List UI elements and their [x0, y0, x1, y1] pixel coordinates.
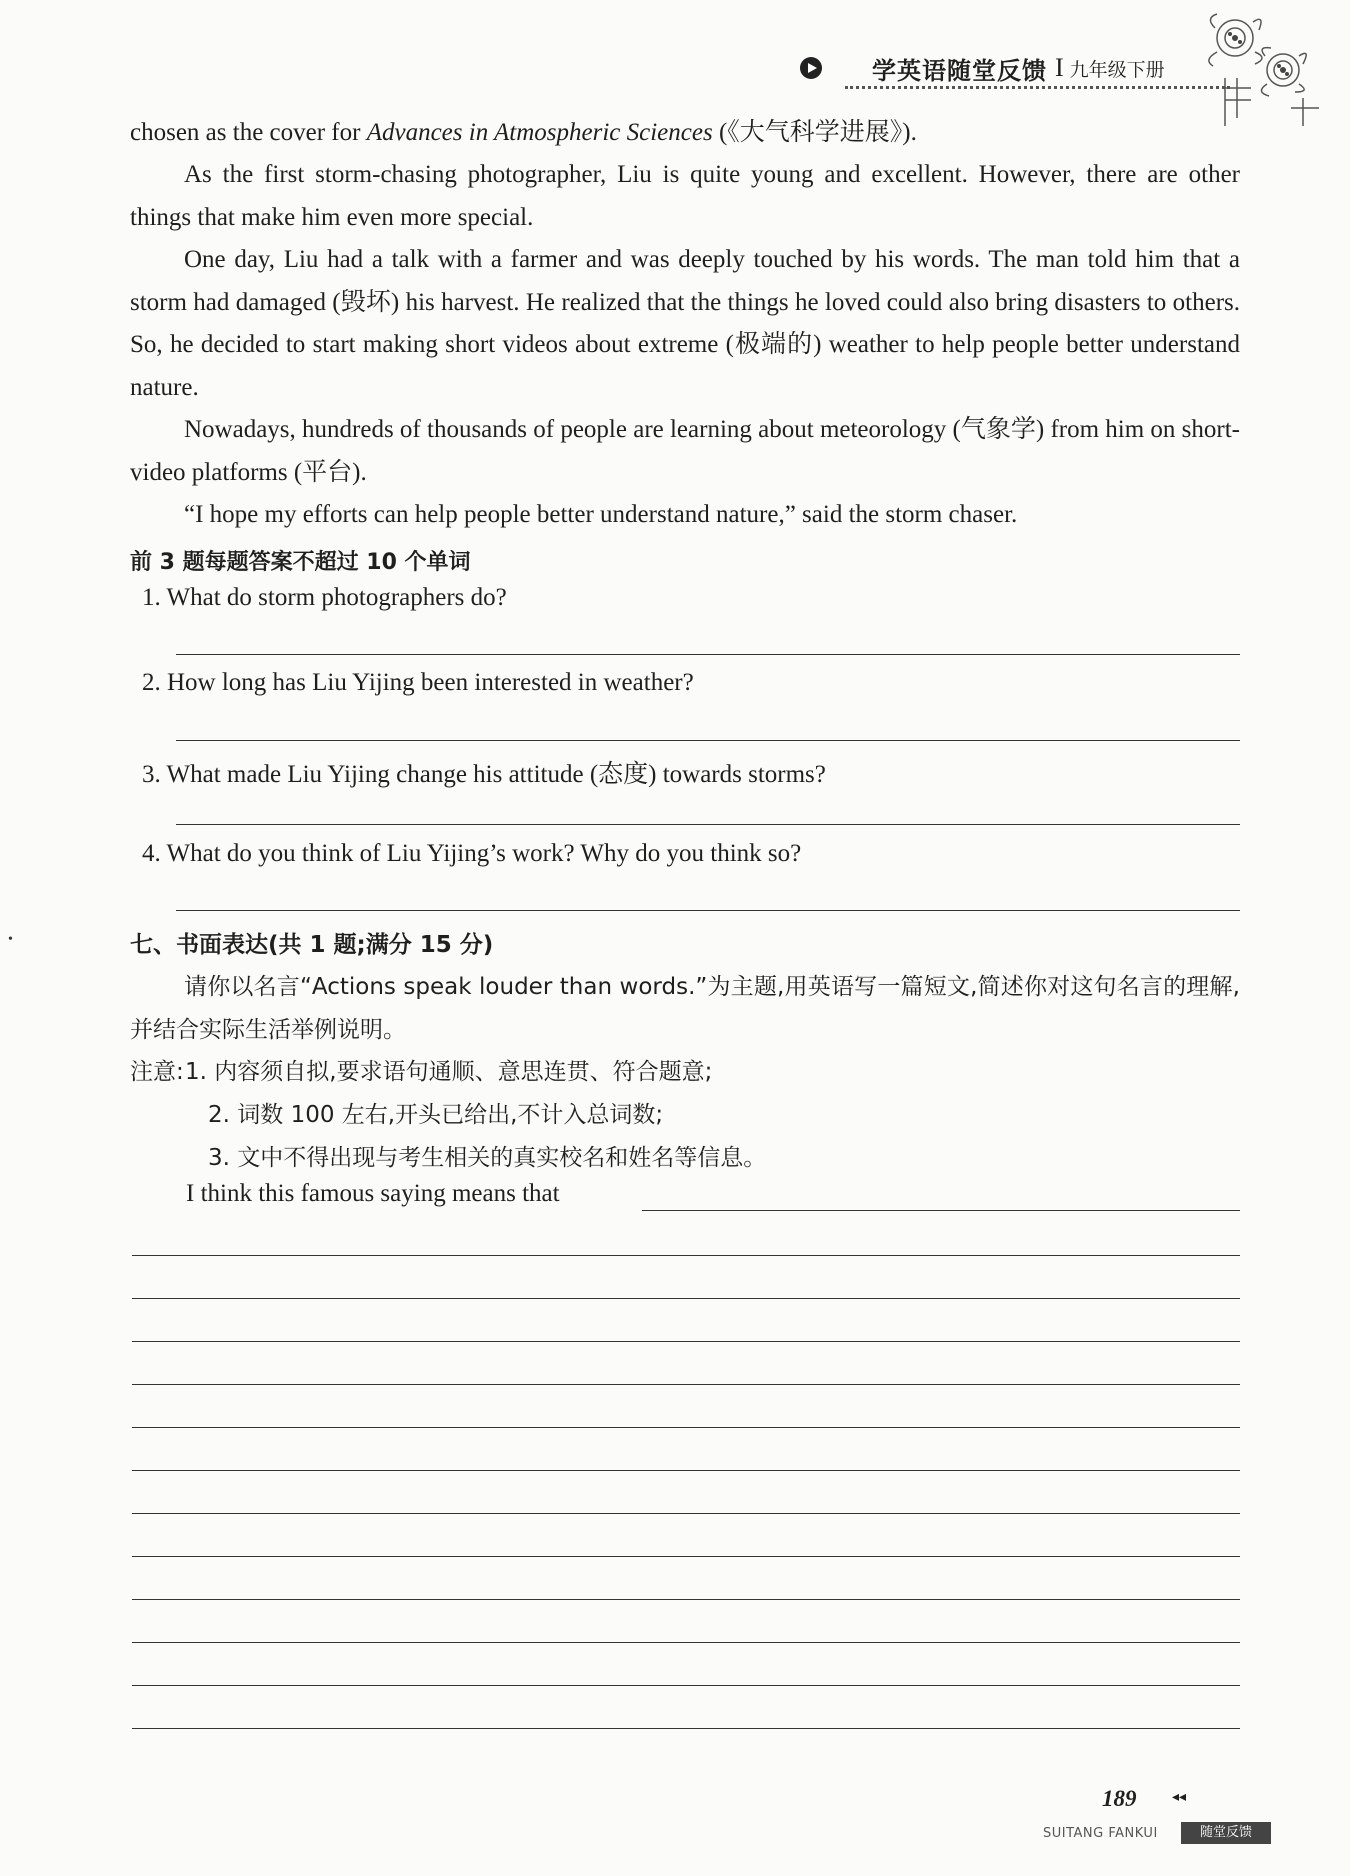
answer-line-4[interactable] — [176, 910, 1240, 911]
passage-paragraph-4: Nowadays, hundreds of thousands of people are learning about meteorology (气象学) from him on short-video platforms (平台). — [130, 416, 1241, 486]
writing-line[interactable] — [132, 1556, 1240, 1557]
header-separator: I — [1055, 53, 1064, 82]
passage-paragraph-3: One day, Liu had a talk with a farmer and was deeply touched by his words. The man told him that a storm had damaged (毁坏) his harvest. He realized that the things he loved could also bring disasters to others. So, he decided to start making short videos about extreme (极端的) weather to help people better understand nature. — [130, 246, 1240, 401]
passage-paragraph-2: As the first storm-chasing photographer, Liu is quite young and excellent. However, there are other things that make him even more special. — [130, 161, 1240, 231]
writing-line[interactable] — [132, 1642, 1240, 1643]
question-1: 1. What do storm photographers do? — [142, 584, 507, 611]
passage-paragraph-1: chosen as the cover for Advances in Atmospheric Sciences (《大气科学进展》). — [130, 119, 917, 146]
page-number: 189 — [1102, 1786, 1137, 1811]
question-2: 2. How long has Liu Yijing been interested in weather? — [142, 669, 694, 696]
flower-decoration-icon — [1195, 8, 1325, 128]
play-icon — [800, 57, 822, 79]
book-title: 学英语随堂反馈 — [872, 56, 1047, 85]
double-arrow-icon: ◂◂ — [1172, 1790, 1187, 1805]
note-2: 2. 词数 100 左右,开头已给出,不计入总词数; — [208, 1102, 664, 1128]
writing-line[interactable] — [132, 1384, 1240, 1385]
writing-line[interactable] — [132, 1513, 1240, 1514]
writing-line[interactable] — [132, 1728, 1240, 1729]
writing-line[interactable] — [132, 1470, 1240, 1471]
answer-line-2[interactable] — [176, 740, 1240, 741]
header-dotted-rule — [845, 86, 1230, 89]
writing-line[interactable] — [132, 1341, 1240, 1342]
answer-line-1[interactable] — [176, 654, 1240, 655]
writing-line[interactable] — [132, 1427, 1240, 1428]
writing-line-starter[interactable] — [642, 1210, 1240, 1211]
note-3: 3. 文中不得出现与考生相关的真实校名和姓名等信息。 — [208, 1145, 767, 1171]
page-header — [800, 48, 1165, 88]
book-subtitle: 九年级下册 — [1069, 58, 1165, 81]
writing-section-heading: 七、书面表达(共 1 题;满分 15 分) — [130, 932, 494, 958]
passage-paragraph-5: “I hope my efforts can help people better understand nature,” said the storm chaser. — [184, 501, 1018, 528]
footer-badge: 随堂反馈 — [1181, 1822, 1271, 1844]
footer-english-label: SUITANG FANKUI — [1043, 1826, 1158, 1841]
question-3: 3. What made Liu Yijing change his attitude (态度) towards storms? — [142, 761, 826, 788]
answer-line-3[interactable] — [176, 824, 1240, 825]
writing-line[interactable] — [132, 1255, 1240, 1256]
writing-line[interactable] — [132, 1599, 1240, 1600]
note-1: 1. 内容须自拟,要求语句通顺、意思连贯、符合题意; — [185, 1059, 713, 1085]
journal-title: Advances in Atmospheric Sciences — [366, 119, 713, 146]
writing-line[interactable] — [132, 1298, 1240, 1299]
writing-line[interactable] — [132, 1685, 1240, 1686]
notes-label: 注意: — [130, 1059, 184, 1085]
writing-prompt: 请你以名言“Actions speak louder than words.”为主题,用英语写一篇短文,简述你对这句名言的理解,并结合实际生活举例说明。 — [130, 974, 1240, 1043]
questions-instruction: 前 3 题每题答案不超过 10 个单词 — [130, 550, 471, 575]
writing-starter: I think this famous saying means that — [186, 1180, 560, 1207]
margin-dot: • — [8, 932, 13, 947]
question-4: 4. What do you think of Liu Yijing’s work? Why do you think so? — [142, 840, 802, 867]
